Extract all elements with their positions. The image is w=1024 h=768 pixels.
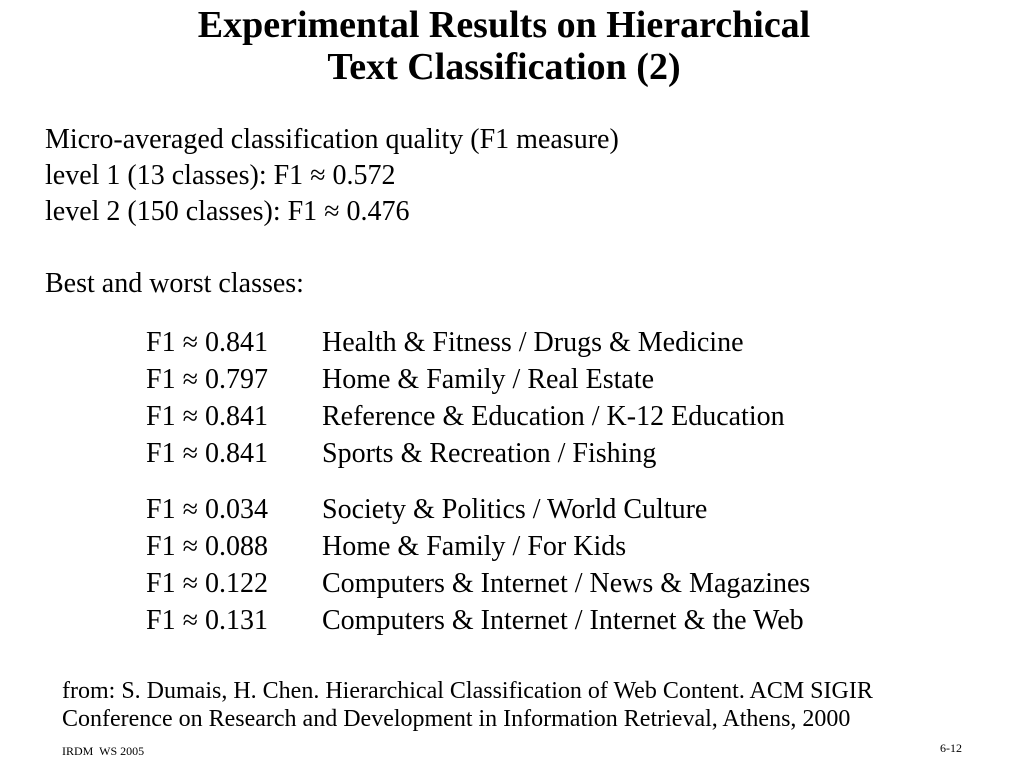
f1-score: F1 ≈ 0.034	[146, 494, 268, 525]
intro-block	[45, 122, 619, 230]
class-row	[146, 491, 810, 528]
f1-score: F1 ≈ 0.841	[146, 401, 268, 432]
source-citation-line-2: Conference on Research and Development in Information Retrieval, Athens, 2000	[62, 706, 851, 732]
f1-score: F1 ≈ 0.131	[146, 605, 268, 636]
class-category: Home & Family / Real Estate	[322, 364, 655, 395]
slide-title-line-1: Experimental Results on Hierarchical	[197, 4, 811, 46]
best-worst-label: Best and worst classes:	[45, 268, 304, 299]
class-category: Health & Fitness / Drugs & Medicine	[322, 327, 744, 358]
class-category: Computers & Internet / News & Magazines	[322, 568, 811, 599]
f1-score: F1 ≈ 0.797	[146, 364, 268, 395]
intro-line: level 2 (150 classes): F1 ≈ 0.476	[45, 196, 410, 227]
f1-score: F1 ≈ 0.088	[146, 531, 268, 562]
class-category: Reference & Education / K-12 Education	[322, 401, 785, 432]
class-row	[146, 324, 785, 361]
best-classes-list	[146, 324, 785, 472]
source-citation-line-1: from: S. Dumais, H. Chen. Hierarchical Classification of Web Content. ACM SIGIR	[62, 678, 873, 704]
class-category: Home & Family / For Kids	[322, 531, 627, 562]
class-row	[146, 361, 785, 398]
class-row	[146, 398, 785, 435]
footer-page-number: 6-12	[940, 741, 962, 755]
intro-line: Micro-averaged classification quality (F1 measure)	[45, 124, 619, 155]
intro-line: level 1 (13 classes): F1 ≈ 0.572	[45, 160, 396, 191]
class-category: Computers & Internet / Internet & the Web	[322, 605, 804, 636]
slide-title-line-2: Text Classification (2)	[327, 46, 681, 88]
class-category: Society & Politics / World Culture	[322, 494, 708, 525]
class-row	[146, 528, 810, 565]
class-category: Sports & Recreation / Fishing	[322, 438, 657, 469]
f1-score: F1 ≈ 0.122	[146, 568, 268, 599]
class-row	[146, 565, 810, 602]
f1-score: F1 ≈ 0.841	[146, 327, 268, 358]
class-row	[146, 602, 810, 639]
slide-title	[0, 4, 1008, 88]
source-citation	[62, 677, 873, 733]
class-row	[146, 435, 785, 472]
worst-classes-list	[146, 491, 810, 639]
footer-course-label: IRDM WS 2005	[62, 744, 145, 758]
f1-score: F1 ≈ 0.841	[146, 438, 268, 469]
